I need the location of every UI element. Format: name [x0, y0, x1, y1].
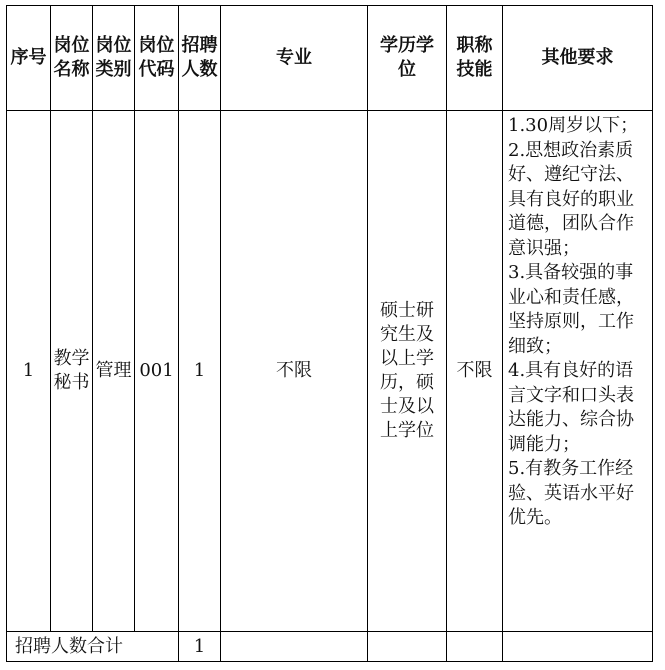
total-count: 1: [179, 632, 221, 662]
cell-title-skill: 不限: [447, 111, 503, 632]
cell-other-requirements: [503, 111, 653, 632]
header-post-name: 岗位名称: [51, 6, 93, 111]
header-seq: 序号: [7, 6, 51, 111]
requirement-item: 4.具有良好的语言文字和口头表达能力、综合协调能力；: [508, 360, 634, 455]
header-post-code: 岗位代码: [135, 6, 179, 111]
cell-post-code: 001: [135, 111, 179, 632]
requirement-item: 3.具备较强的事业心和责任感，坚持原则，工作细致；: [508, 262, 634, 357]
total-empty-cell: [221, 632, 368, 662]
total-row: [7, 632, 653, 662]
cell-seq: 1: [7, 111, 51, 632]
header-post-type: 岗位类别: [93, 6, 135, 111]
cell-count: 1: [179, 111, 221, 632]
total-empty-cell: [447, 632, 503, 662]
requirement-item: 5.有教务工作经验、英语水平好优先。: [508, 458, 634, 528]
header-major: 专业: [221, 6, 368, 111]
table-row: [7, 111, 653, 632]
cell-education: 硕士研究生及以上学历，硕士及以上学位: [368, 111, 447, 632]
requirement-item: 2.思想政治素质好、遵纪守法、具有良好的职业道德，团队合作意识强；: [508, 139, 634, 259]
cell-post-type: 管理: [93, 111, 135, 632]
cell-major: 不限: [221, 111, 368, 632]
requirement-item: 1.30周岁以下；: [508, 115, 639, 136]
recruitment-table: [6, 5, 653, 662]
total-label: 招聘人数合计: [7, 632, 179, 662]
header-other: 其他要求: [503, 6, 653, 111]
total-empty-cell: [503, 632, 653, 662]
total-empty-cell: [368, 632, 447, 662]
cell-post-name: 教学秘书: [51, 111, 93, 632]
header-title-skill: 职称技能: [447, 6, 503, 111]
header-education: 学历学位: [368, 6, 447, 111]
header-row: [7, 6, 653, 111]
header-count: 招聘人数: [179, 6, 221, 111]
